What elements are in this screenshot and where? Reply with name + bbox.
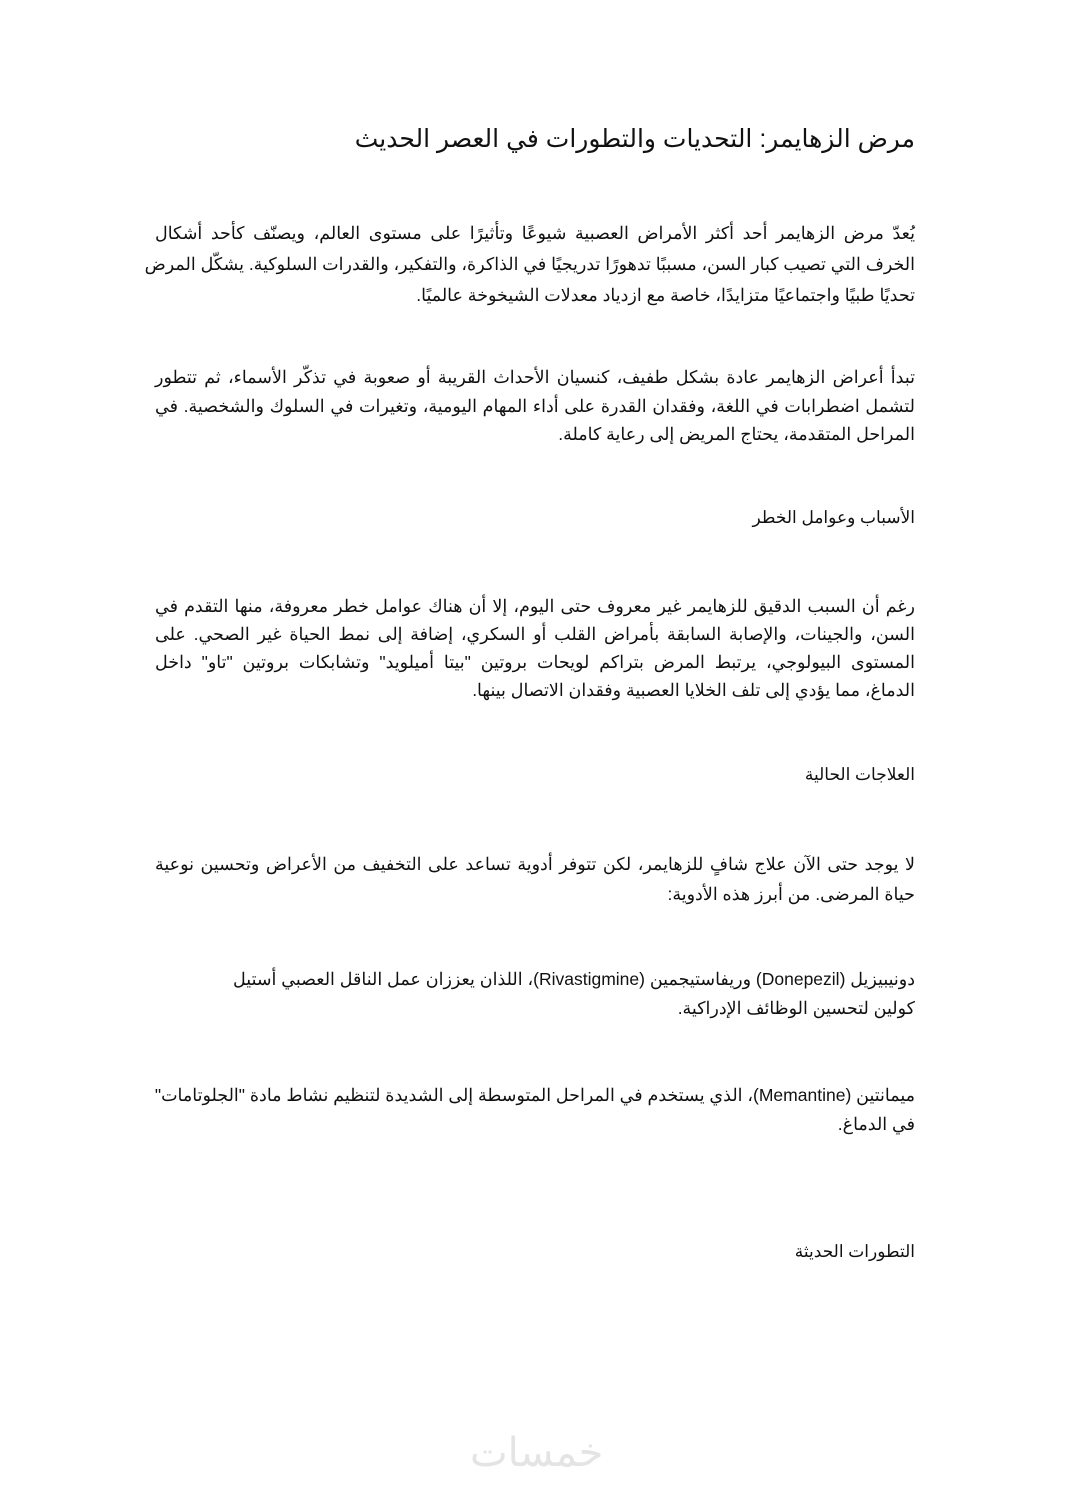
text-line: تحديًا طبيًا واجتماعيًا متزايدًا، خاصة مع ازدياد معدلات الشيخوخة عالميًا. — [416, 285, 915, 305]
paragraph-intro — [144, 218, 915, 311]
text-line: السن، والجينات، والإصابة السابقة بأمراض القلب أو السكري، إضافة إلى نمط الحياة غير الصحي. على — [155, 624, 915, 644]
section-heading-treatments: العلاجات الحالية — [804, 765, 915, 784]
text-line: المراحل المتقدمة، يحتاج المريض إلى رعاية كاملة. — [558, 424, 915, 444]
watermark-logo: خمسات — [470, 1430, 604, 1476]
section-heading-developments: التطورات الحديثة — [794, 1242, 915, 1261]
section-heading-causes: الأسباب وعوامل الخطر — [752, 508, 915, 527]
document-title: مرض الزهايمر: التحديات والتطورات في العصر الحديث — [354, 125, 915, 153]
text-line: في الدماغ. — [837, 1114, 915, 1134]
text-line: لتشمل اضطرابات في اللغة، وفقدان القدرة على أداء المهام اليومية، وتغيرات في السلوك والشخصية. في — [155, 395, 915, 416]
text-line: دونيبيزيل (Donepezil) وريفاستيجمين (Rivastigmine)، اللذان يعززان عمل الناقل العصبي أستيل — [233, 969, 915, 989]
paragraph-donepezil — [155, 965, 915, 1023]
paragraph-causes — [155, 592, 915, 704]
text-line: رغم أن السبب الدقيق للزهايمر غير معروف حتى اليوم، إلا أن هناك عوامل خطر معروفة، منها التقدم في — [155, 596, 915, 616]
text-line: المستوى البيولوجي، يرتبط المرض بتراكم لويحات بروتين "بيتا أميلويد" وتشابكات بروتين "تاو" داخل — [155, 652, 915, 672]
text-line: الخرف التي تصيب كبار السن، مسببًا تدهورًا تدريجيًا في الذاكرة، والتفكير، والقدرات السلوكية. يشكّل المرض — [144, 254, 915, 274]
text-line: يُعدّ مرض الزهايمر أحد أكثر الأمراض العصبية شيوعًا وتأثيرًا على مستوى العالم، ويصنّف كأحد أشكال — [155, 223, 915, 243]
paragraph-symptoms — [155, 363, 915, 449]
text-line: كولين لتحسين الوظائف الإدراكية. — [677, 998, 915, 1018]
paragraph-memantine — [155, 1081, 915, 1139]
text-line: الدماغ، مما يؤدي إلى تلف الخلايا العصبية وفقدان الاتصال بينها. — [472, 680, 915, 700]
text-line: تبدأ أعراض الزهايمر عادة بشكل طفيف، كنسيان الأحداث القريبة أو صعوبة في تذكّر الأسماء، ثم تتطور — [155, 367, 915, 387]
text-line: حياة المرضى. من أبرز هذه الأدوية: — [667, 884, 915, 904]
text-line: لا يوجد حتى الآن علاج شافٍ للزهايمر، لكن تتوفر أدوية تساعد على التخفيف من الأعراض وتحسين نوعية — [155, 854, 915, 874]
paragraph-treatments — [155, 849, 915, 909]
text-line: ميمانتين (Memantine)، الذي يستخدم في المراحل المتوسطة إلى الشديدة لتنظيم نشاط مادة "الجلوتامات" — [154, 1085, 915, 1105]
